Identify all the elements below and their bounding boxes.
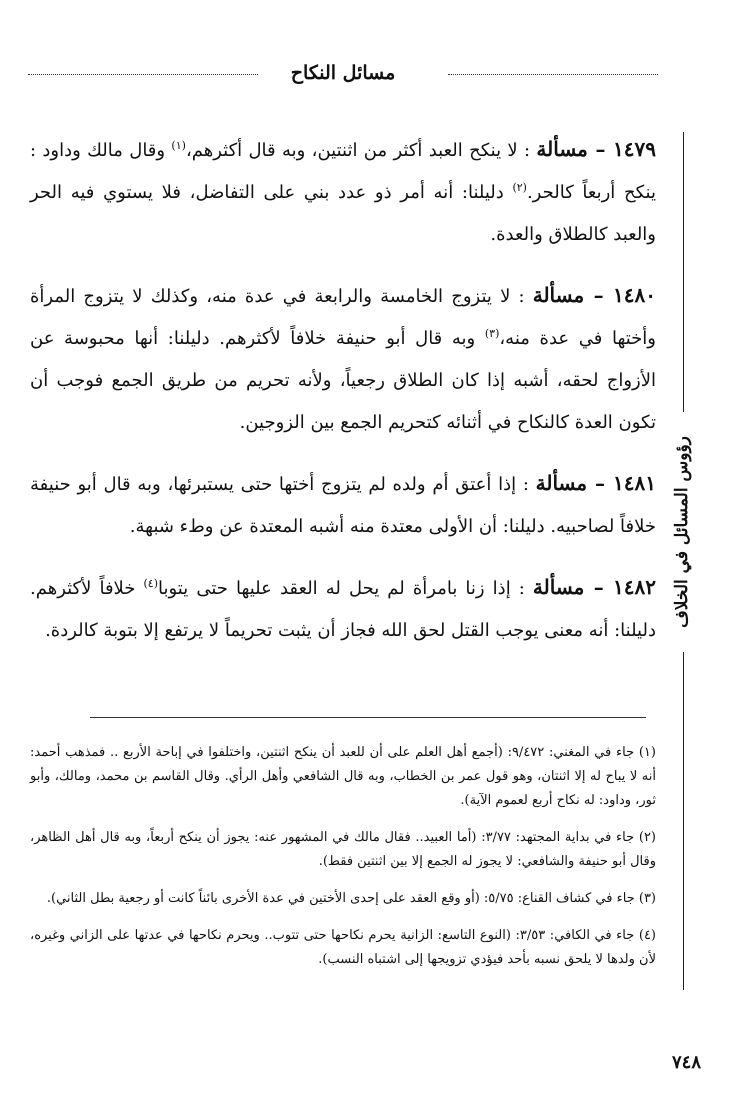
page-header xyxy=(28,58,658,88)
issue-text: دليلنا: أنه أمر ذو عدد بني على التفاضل، فلا يستوي فيه الحر والعبد كالطلاق والعدة. xyxy=(30,182,656,245)
page-number: ٧٤٨ xyxy=(672,1052,702,1073)
side-rule-bottom xyxy=(683,652,684,990)
issue-1480: ١٤٨٠ – مسألة : لا يتزوج الخامسة والرابعة في عدة منه، وكذلك لا يتزوج المرأة وأختها في عدة منه،$^{(٣)}$ وبه قال أبو حنيفة خلافاً لأكثرهم. دليلنا: أنها محبوسة عن الأزواج لحقه، أشبه إذا كان الطلاق رجعياً، ولأنه تحريم من طريق الجمع فوجب أن تكون العدة كالنكاح في أثنائه كتحريم الجمع بين الزوجين. xyxy=(30,283,656,433)
footnote-ref: (٢) xyxy=(512,181,527,194)
footnote-mark: (٣) xyxy=(638,891,656,906)
footnote-ref: (٤) xyxy=(143,577,159,590)
footnote-text: جاء في بداية المجتهد: ٣/٧٧: (أما العبيد.. فقال مالك في المشهور عنه: يجوز أن ينكح أربعاً، وبه قال أهل الظاهر، وقال أبو حنيفة والشافعي: لا يجوز له الجمع إلا بين اثنتين فقط). xyxy=(30,830,656,869)
side-rule-top xyxy=(683,132,684,412)
issue-label: مسألة xyxy=(532,575,585,599)
issue-text: : إذا زنا بامرأة لم يحل له العقد عليها حتى يتوبا xyxy=(158,578,533,599)
side-title: رؤوس المسائل في الخلاف xyxy=(672,436,692,628)
footnote-text: جاء في كشاف القناع: ٥/٧٥: (أو وقع العقد على إحدى الأختين في عدة الأخرى بائناً كانت أو رجعية بطل الثاني). xyxy=(46,891,635,906)
issue-text: وبه قال أبو حنيفة خلافاً لأكثرهم. دليلنا: أنها محبوسة عن الأزواج لحقه، أشبه إذا كان الطلاق رجعياً، ولأنه تحريم من طريق الجمع فوجب أن تكون العدة كالنكاح في أثنائه كتحريم الجمع بين الزوجين. xyxy=(30,328,656,433)
footnote-mark: (١) xyxy=(638,745,656,760)
issue-number: ١٤٨٢ xyxy=(613,575,656,599)
issue-text: : لا ينكح العبد أكثر من اثنتين، وبه قال أكثرهم، xyxy=(185,140,537,161)
running-title: مسائل النكاح xyxy=(290,62,396,84)
footnote-ref: (٣) xyxy=(484,327,500,340)
footnote-ref: (١) xyxy=(171,139,186,152)
footnote-text: جاء في المغني: ٩/٤٧٢: (أجمع أهل العلم على أن للعبد أن ينكح اثنتين، واختلفوا في إباحة الأربع .. فمذهب أحمد: أنه لا يباح له إلا اثنتان، وهو قول عمر بن الخطاب، وبه قال الشافعي وأهل الرأي. وقال القاسم بن محمد، ومالك، وأبو ثور، وداود: له نكاح أربع لعموم الآية). xyxy=(30,745,656,808)
issue-1479: ١٤٧٩ – مسألة : لا ينكح العبد أكثر من اثنتين، وبه قال أكثرهم،$^{(١)}$ وقال مالك وداود : ينكح أربعاً كالحر.$^{(٢)}$ دليلنا: أنه أمر ذو عدد بني على التفاضل، فلا يستوي فيه الحر والعبد كالطلاق والعدة. xyxy=(30,137,656,245)
issue-label: مسألة xyxy=(532,283,585,307)
footnote-4 xyxy=(30,924,656,972)
issue-text: وقال مالك وداود : ينكح أربعاً كالحر. xyxy=(30,140,656,203)
footnote-1 xyxy=(30,741,656,813)
issue-label: مسألة xyxy=(535,471,588,495)
footnote-mark: (٤) xyxy=(638,928,656,943)
issue-text: : إذا أعتق أم ولده لم يتزوج أختها حتى يستبرئها، وبه قال أبو حنيفة خلافاً لصاحبيه. دليلنا: أن الأولى معتدة منه أشبه المعتدة عن وطء شبهة. xyxy=(30,474,656,537)
footnote-divider xyxy=(90,717,646,718)
issue-number: ١٤٨٠ xyxy=(613,283,656,307)
issue-1482: ١٤٨٢ – مسألة : إذا زنا بامرأة لم يحل له العقد عليها حتى يتوبا$^{(٤)}$ خلافاً لأكثرهم. دليلنا: أنه معنى يوجب القتل لحق الله فجاز أن يثبت تحريماً لا يرتفع إلا بتوبة كالردة. xyxy=(30,575,656,641)
issue-number: ١٤٧٩ xyxy=(613,137,656,161)
footnote-2 xyxy=(30,826,656,874)
footnotes xyxy=(30,728,656,974)
footnote-text: جاء في الكافي: ٣/٥٣: (النوع التاسع: الزانية يحرم نكاحها حتى تتوب.. ويحرم نكاحها في عدتها على الزاني وغيره، لأن ولدها لا يلحق نسبه بأحد فيؤدي تزويجها إلى اشتباه النسب). xyxy=(30,928,656,967)
issue-text: : لا يتزوج الخامسة والرابعة في عدة منه، وكذلك لا يتزوج المرأة وأختها في عدة منه، xyxy=(30,286,656,349)
footnote-3 xyxy=(30,887,656,911)
issue-number: ١٤٨١ xyxy=(613,471,656,495)
issue-text: خلافاً لأكثرهم. دليلنا: أنه معنى يوجب القتل لحق الله فجاز أن يثبت تحريماً لا يرتفع إلا بتوبة كالردة. xyxy=(30,578,656,641)
issue-1481: ١٤٨١ – مسألة : إذا أعتق أم ولده لم يتزوج أختها حتى يستبرئها، وبه قال أبو حنيفة خلافاً لصاحبيه. دليلنا: أن الأولى معتدة منه أشبه المعتدة عن وطء شبهة. xyxy=(30,471,656,537)
footnote-mark: (٢) xyxy=(638,830,656,845)
header-rule-left xyxy=(28,74,258,75)
issue-label: مسألة xyxy=(536,137,588,161)
main-text xyxy=(30,110,656,656)
